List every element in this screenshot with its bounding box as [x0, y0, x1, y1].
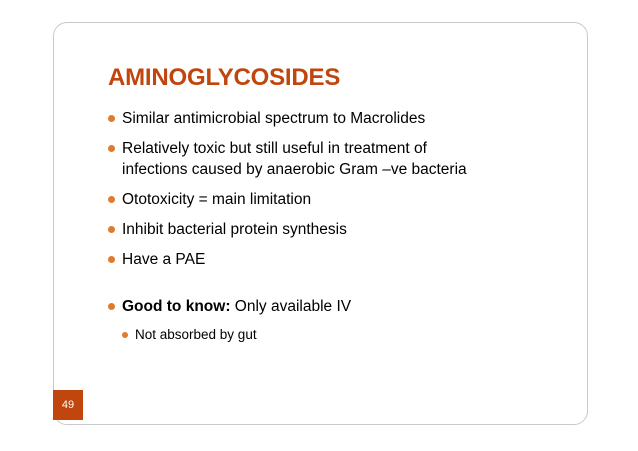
bullet-dot-icon: [108, 145, 115, 152]
bullet-dot-icon: [108, 196, 115, 203]
bullet-text: Only available IV: [230, 298, 352, 315]
sub-bullet-text: Not absorbed by gut: [135, 327, 257, 342]
page-number-badge: 49: [53, 390, 83, 420]
bullet-item: [108, 219, 578, 240]
bullet-item: [108, 249, 578, 270]
sub-bullet-item: [122, 325, 578, 344]
bullet-dot-icon: [108, 115, 115, 122]
bullet-text: Ototoxicity = main limitation: [122, 191, 312, 208]
bullet-item: [108, 108, 578, 129]
bullet-dot-icon: [108, 226, 115, 233]
bullet-item: [108, 189, 578, 210]
bullet-list: [108, 108, 578, 353]
bullet-item: [108, 138, 578, 180]
bullet-dot-icon: [108, 256, 115, 263]
sub-bullet-dot-icon: [122, 332, 128, 338]
bullet-text: Similar antimicrobial spectrum to Macrolides: [122, 110, 426, 127]
bullet-text-line-1: Relatively toxic but still useful in treatment of: [122, 140, 427, 157]
bullet-bold-label: Good to know:: [122, 298, 231, 315]
bullet-text: Inhibit bacterial protein synthesis: [122, 221, 347, 238]
bullet-text: Have a PAE: [122, 251, 206, 268]
bullet-text-line-2: infections caused by anaerobic Gram –ve bacteria: [122, 161, 467, 178]
bullet-item-good-to-know: [108, 296, 578, 344]
slide-title: AMINOGLYCOSIDES: [108, 64, 341, 91]
sub-bullet-list: [122, 325, 578, 344]
bullet-dot-icon: [108, 303, 115, 310]
